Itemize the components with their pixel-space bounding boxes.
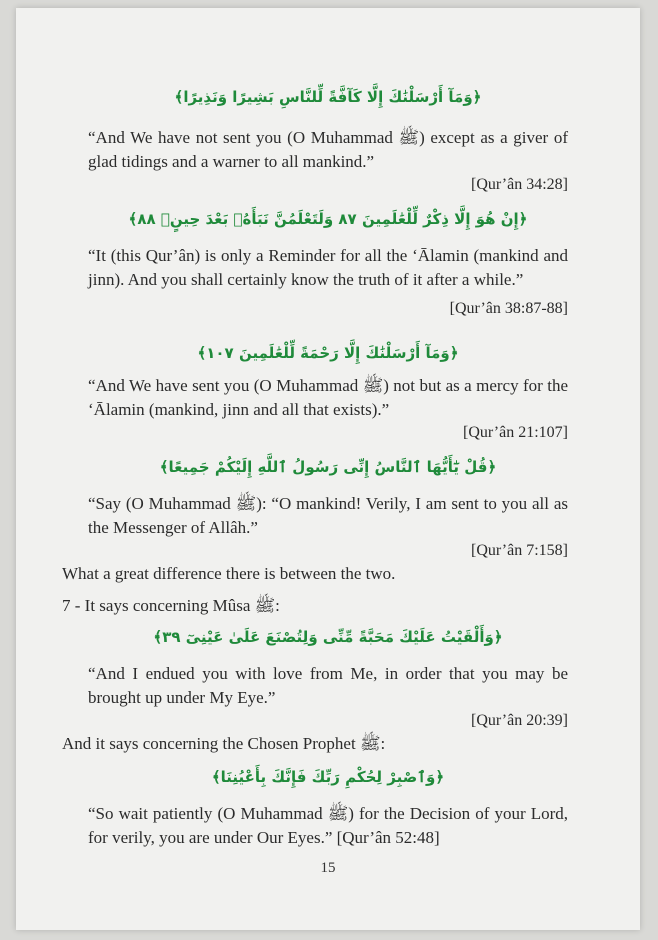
arabic-verse-21-107: ﴿وَمَآ أَرْسَلْنَٰكَ إِلَّا رَحْمَةً لِّلْعَٰلَمِينَ ١٠٧﴾	[197, 344, 459, 362]
reference-38-87-88: [Qur’ân 38:87-88]	[449, 300, 568, 317]
quote-block-34-28	[88, 126, 568, 194]
musa-line: 7 - It says concerning Mûsa ﷺ:	[62, 596, 280, 615]
reference-7-158: [Qur’ân 7:158]	[470, 542, 568, 559]
quote-block-21-107	[88, 374, 568, 442]
english-translation-52-48: “So wait patiently (O Muhammad ﷺ) for the Decision of your Lord, for verily, you are under Our Eyes.” [Qur’ân 52:48]	[88, 804, 568, 847]
english-translation-21-107: “And We have sent you (O Muhammad ﷺ) not but as a mercy for the ‘Ālamin (mankind, jinn and all that exists).”	[88, 376, 568, 419]
arabic-verse-20-39: ﴿وَأَلْقَيْتُ عَلَيْكَ مَحَبَّةً مِّنِّى وَلِتُصْنَعَ عَلَىٰ عَيْنِىٓ ٣٩﴾	[153, 628, 503, 646]
quote-block-20-39	[88, 662, 568, 730]
book-page	[16, 8, 640, 930]
arabic-verse-7-158: ﴿قُلْ يَٰٓأَيُّهَا ٱلنَّاسُ إِنِّى رَسُولُ ٱللَّهِ إِلَيْكُمْ جَمِيعًا﴾	[159, 458, 497, 476]
difference-line: What a great difference there is between the two.	[62, 564, 396, 583]
reference-34-28: [Qur’ân 34:28]	[470, 176, 568, 193]
quote-block-7-158	[88, 492, 568, 560]
arabic-verse-38-87-88: ﴿إِنْ هُوَ إِلَّا ذِكْرٌ لِّلْعَٰلَمِينَ ٨٧ وَلَتَعْلَمُنَّ نَبَأَهُۥ بَعْدَ حِينٍۭ ٨٨﴾	[128, 210, 528, 228]
reference-20-39: [Qur’ân 20:39]	[470, 712, 568, 729]
english-translation-7-158: “Say (O Muhammad ﷺ): “O mankind! Verily, I am sent to you all as the Messenger of Allâh.”	[88, 494, 569, 537]
quote-block-38-87-88	[88, 244, 568, 318]
english-translation-34-28: “And We have not sent you (O Muhammad ﷺ) except as a giver of glad tidings and a warner to all mankind.”	[88, 128, 568, 171]
arabic-verse-52-48: ﴿وَٱصْبِرْ لِحُكْمِ رَبِّكَ فَإِنَّكَ بِأَعْيُنِنَا﴾	[211, 768, 445, 786]
arabic-verse-34-28: ﴿وَمَآ أَرْسَلْنَٰكَ إِلَّا كَآفَّةً لِّلنَّاسِ بَشِيرًا وَنَذِيرًا﴾	[174, 88, 482, 106]
prophet-line: And it says concerning the Chosen Prophet ﷺ:	[62, 734, 386, 753]
english-translation-38-87-88: “It (this Qur’ân) is only a Reminder for all the ‘Ālamin (mankind and jinn). And you shall certainly know the truth of it after a while.”	[88, 246, 568, 289]
reference-21-107: [Qur’ân 21:107]	[462, 424, 568, 441]
page-number: 15	[320, 860, 336, 876]
quote-block-52-48	[88, 802, 568, 850]
english-translation-20-39: “And I endued you with love from Me, in order that you may be brought up under My Eye.”	[88, 664, 568, 707]
